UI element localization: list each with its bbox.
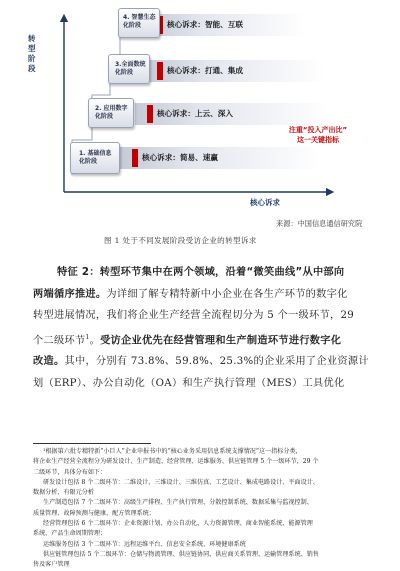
step-label-3: 3.全面数统化阶段 bbox=[115, 61, 146, 76]
step-label-2: 2. 应用数字化阶段 bbox=[95, 105, 128, 120]
footnote-line: 售及客户管理 bbox=[33, 561, 70, 569]
footnotes bbox=[33, 447, 378, 571]
demand-1: 核心诉求：简易、速赢 bbox=[142, 153, 218, 162]
roi-note bbox=[268, 125, 368, 145]
figure bbox=[0, 0, 400, 232]
demand-3: 核心诉求：打通、集成 bbox=[167, 66, 243, 75]
roi-note-line-2: 这一关键指标 bbox=[297, 136, 339, 144]
step-box-1 bbox=[70, 142, 120, 174]
demand-2: 核心诉求：上云、深入 bbox=[157, 109, 233, 118]
body-line-4: 个二级环节$^1$。受访企业优先在经营管理和生产制造环节进行数字化 bbox=[33, 333, 342, 346]
body-paragraph bbox=[33, 262, 378, 394]
body-line-5: 改造。其中，分别有 73.8%、59.8%、25.3%的企业采用了企业资源计 bbox=[33, 356, 369, 368]
figure-source: 来源：中国信息通信研究院 bbox=[276, 219, 363, 228]
footnote-line: 研发设计包括 8 个二级环节：二维设计、三维设计、三维仿真、工艺设计、集成电路设计、平面设计、 bbox=[43, 478, 319, 486]
footnote-line: 将企业生产经营全流程分为研发设计、生产制造、经营管理、运维服务、供应链管理 5 个一级环节，29 个 bbox=[33, 458, 319, 466]
body-line-3: 转型进展情况，我们将企业生产经营全流程切分为 5 个一级环节，29 bbox=[33, 310, 355, 321]
body-line-1: 特征 2：转型环节集中在两个领域，沿着“微笑曲线”从中部向 bbox=[57, 267, 345, 278]
footnote-line: ¹根据第六批专精特新“小巨人”企业申报书中的“核心业务采用信息系统支撑情况”这一指标分类， bbox=[43, 448, 302, 455]
footnote-line: 数据分析、有限元分析 bbox=[33, 489, 94, 497]
body-line-2: 两端循序推进。为详细了解专精特新中小企业在各生产环节的数字化 bbox=[33, 288, 348, 300]
roi-note-line-1: 注重“投入产出比” bbox=[288, 126, 348, 134]
footnote-line: 运维服务包括 3 个二级环节：远程运维平台、信息安全系统、环境健康系统 bbox=[43, 540, 246, 548]
footnote-rule bbox=[33, 443, 151, 444]
x-axis-label: 核心诉求 bbox=[250, 198, 280, 207]
step-label-1: 1. 基础信息化阶段 bbox=[79, 150, 112, 165]
footnote-line: 质量管理、故障预测与健康、配方管理系统； bbox=[33, 509, 155, 517]
footnote-line: 经营管理包括 6 个二级环节：企业资源计划、办公自动化、人力资源管理、商业智能系统、能源管理 bbox=[43, 520, 313, 528]
step-label-4: 4. 智慧生态化阶段 bbox=[123, 14, 156, 29]
footnote-line: 供应链管理包括 5 个二级环节：仓储与物流管理、供应链协同、供应商关系管理、运输管理系统、销售 bbox=[43, 550, 319, 558]
step-box-2 bbox=[88, 98, 134, 128]
figure-caption: 图 1 处于不同发展阶段受访企业的转型诉求 bbox=[104, 236, 257, 245]
footnote-line: 二级环节，具体分布如下： bbox=[33, 468, 107, 476]
footnote-ref: 1 bbox=[85, 333, 90, 341]
footnote-line: 生产制造包括 7 个二级环节：高级生产排程、生产执行管理、分散控制系统、数据采集与监视控制、 bbox=[43, 499, 313, 507]
demand-4: 核心诉求：智能、互联 bbox=[167, 20, 243, 29]
step-box-3 bbox=[108, 54, 150, 84]
footnote-line: 系统、产品生命周期管理； bbox=[33, 530, 107, 538]
y-axis-label: 转型阶段 bbox=[28, 34, 36, 73]
body-line-6: 划（ERP）、办公自动化（OA）和生产执行管理（MES）工具优化 bbox=[33, 377, 345, 389]
